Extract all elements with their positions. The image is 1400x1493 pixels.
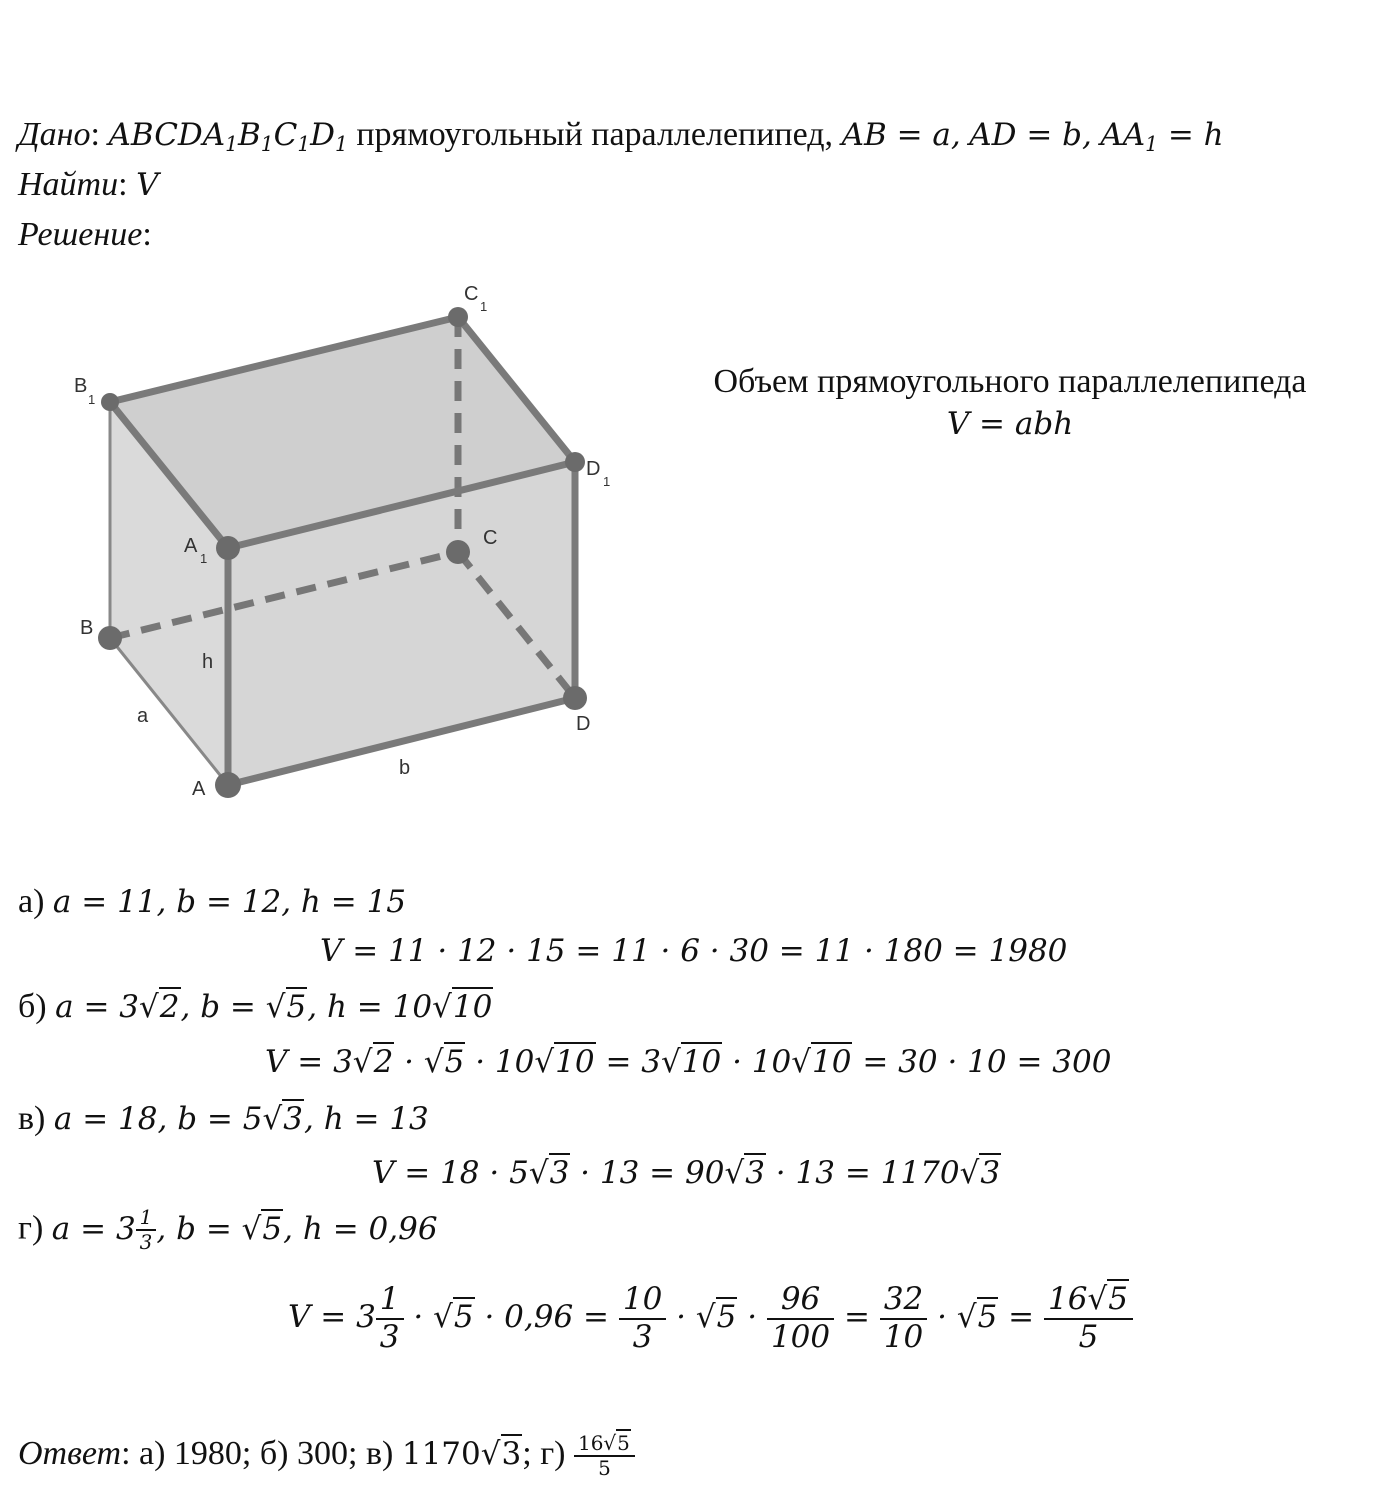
formula-caption: Объем прямоугольного параллелепипеда: [713, 363, 1307, 400]
label-c: C: [483, 527, 498, 549]
vertex-c1: [448, 307, 468, 327]
answer-label: Ответ: [18, 1434, 122, 1472]
label-h: h: [202, 651, 214, 673]
part-a-given: а) a = 11, b = 12, h = 15: [18, 883, 407, 920]
vertex-a: [215, 772, 241, 798]
find-value: V: [136, 167, 159, 203]
label-d1: D: [586, 458, 601, 480]
parallelepiped-figure: [60, 275, 660, 815]
solution-label: Решение: [18, 216, 143, 253]
label-b: B: [80, 617, 94, 639]
vertex-b: [98, 626, 122, 650]
label-edge-b: b: [399, 757, 411, 779]
part-g-label: г): [18, 1209, 44, 1247]
solution-line: Решение:: [18, 216, 152, 253]
part-v-given: в) a = 18, b = 5√3, h = 13: [18, 1100, 429, 1137]
given-ab: AB = a,: [841, 117, 961, 153]
label-a1-sub: 1: [200, 551, 208, 566]
given-body: прямоугольный параллелепипед,: [356, 116, 834, 153]
vertex-d1: [565, 452, 585, 472]
part-b-given: б) a = 3√2, b = √5, h = 10√10: [18, 988, 493, 1025]
label-c1-sub: 1: [480, 299, 488, 314]
vertex-a1: [216, 536, 240, 560]
part-a-label: а): [18, 883, 45, 920]
label-b1: B: [74, 375, 88, 397]
given-figure-name: $ABCDA_1B_1C_1D_1$: [108, 117, 348, 157]
label-a1: A: [184, 535, 198, 557]
part-a-calc: V = 11 · 12 · 15 = 11 · 6 · 30 = 11 · 180 = 1980: [320, 933, 1068, 969]
label-a: A: [192, 778, 206, 800]
vertex-d: [563, 686, 587, 710]
part-v-calc: V = 18 · 5√3 · 13 = 90√3 · 13 = 1170√3: [372, 1155, 1001, 1191]
part-g-given: г) a = 3 $\frac{1}{3}$ , b = √5, h = 0,96: [18, 1205, 438, 1254]
label-b1-sub: 1: [88, 392, 96, 407]
answer-line: Ответ: а) 1980; б) 300; в) 1170√3; г) $\frac{16√5}{5}$: [18, 1432, 635, 1480]
vertex-b1: [101, 393, 119, 411]
formula-expr: V = abh: [946, 406, 1074, 442]
label-d1-sub: 1: [603, 474, 611, 489]
part-b-calc: V = 3√2 · √5 · 10√10 = 3√10 · 10√10 = 30 · 10 = 300: [265, 1044, 1112, 1080]
given-ad: AD = b,: [969, 117, 1092, 153]
given-label: Дано: [18, 116, 91, 153]
formula-block: [680, 362, 1340, 446]
part-g-calc: V = 3 $\frac{1}{3}$ · √5 · 0,96 = $\frac{10}{3}$ · √5 · $\frac{96}{100}$ = $\frac{32}{10}$ · √5 = $\frac{16√5}{5}$: [288, 1282, 1133, 1355]
part-v-label: в): [18, 1100, 46, 1137]
find-line: Найти: V: [18, 166, 159, 203]
given-aa1: $AA_1 = h$: [1100, 117, 1224, 157]
label-d: D: [576, 713, 591, 735]
label-c1: C: [464, 283, 479, 305]
label-edge-a: a: [137, 705, 149, 727]
part-b-label: б): [18, 988, 47, 1025]
find-label: Найти: [18, 166, 119, 203]
given-line: Дано: $ABCDA_1B_1C_1D_1$ прямоугольный параллелепипед, AB = a, AD = b, $AA_1 = h$: [18, 116, 1224, 157]
vertex-c: [446, 540, 470, 564]
